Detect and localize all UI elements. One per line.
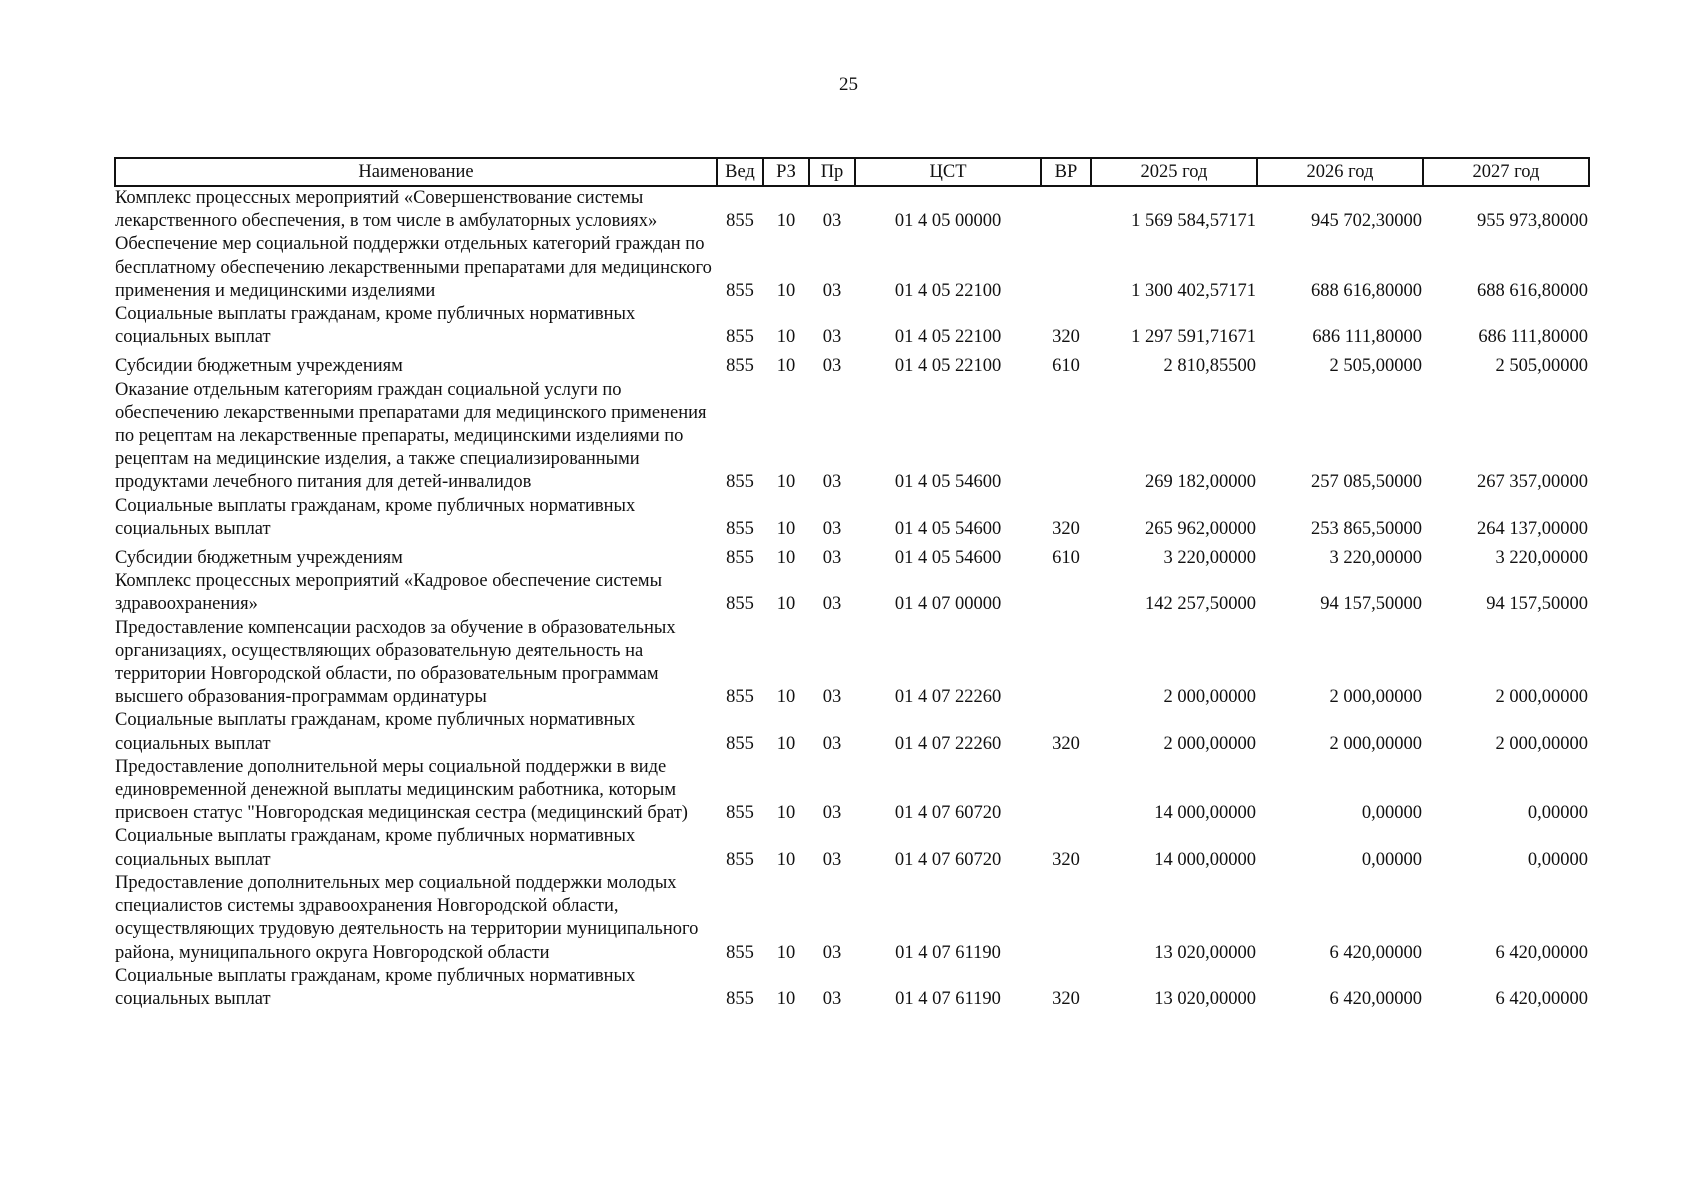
cell-rz: 10 [776,849,796,870]
cell-2026: 94 157,50000 [1320,594,1422,615]
table-row [115,756,1589,826]
cell-vr [1041,570,1091,616]
cell-2025: 2 810,85500 [1163,356,1256,377]
cell-ved: 855 [726,849,754,870]
cell-2027: 955 973,80000 [1477,211,1588,232]
cell-cst: 01 4 05 54600 [894,548,1002,569]
table-row [115,965,1589,1011]
cell-pr: 03 [822,548,842,569]
cell-2026: 2 505,00000 [1329,356,1422,377]
cell-2025: 14 000,00000 [1154,849,1256,870]
cell-2026: 0,00000 [1361,849,1422,870]
cell-name: Оказание отдельным категориям граждан социальной услуги по обеспечению лекарственными препаратами для медицинского применения по рецептам на лекарственные препараты, медицинскими изделиями по рецептам на медицинские изделия, а также специализированными продуктами лечебного питания для детей-инвалидов [115,379,707,493]
cell-pr: 03 [822,803,842,824]
cell-vr: 320 [1052,988,1080,1009]
cell-2027: 0,00000 [1527,803,1588,824]
cell-name: Комплекс процессных мероприятий «Совершенствование системы лекарственного обеспечения, в том числе в амбулаторных условиях» [115,188,658,232]
cell-ved: 855 [726,548,754,569]
cell-2026: 3 220,00000 [1329,548,1422,569]
cell-2026: 6 420,00000 [1329,988,1422,1009]
cell-2025: 2 000,00000 [1163,687,1256,708]
cell-pr: 03 [822,733,842,754]
cell-cst: 01 4 05 22100 [894,280,1002,301]
cell-2025: 13 020,00000 [1154,988,1256,1009]
cell-2027: 3 220,00000 [1495,548,1588,569]
cell-2025: 2 000,00000 [1163,733,1256,754]
cell-cst: 01 4 07 22260 [894,733,1002,754]
cell-2026: 257 085,50000 [1311,472,1422,493]
cell-vr: 320 [1052,849,1080,870]
cell-ved: 855 [726,211,754,232]
cell-rz: 10 [776,327,796,348]
header-2027: 2027 год [1423,158,1589,186]
table-row [115,709,1589,755]
header-name: Наименование [115,158,717,186]
cell-vr [1041,756,1091,826]
page-number: 25 [839,74,858,95]
cell-2027: 0,00000 [1527,849,1588,870]
cell-cst: 01 4 05 00000 [894,211,1002,232]
table-body [115,186,1589,1011]
header-ved: Вед [717,158,763,186]
cell-pr: 03 [822,988,842,1009]
cell-ved: 855 [726,356,754,377]
cell-2027: 94 157,50000 [1486,594,1588,615]
table-row [115,186,1589,233]
cell-rz: 10 [776,803,796,824]
cell-ved: 855 [726,472,754,493]
cell-cst: 01 4 07 22260 [894,687,1002,708]
cell-name: Предоставление компенсации расходов за обучение в образовательных организациях, осуществляющих образовательную деятельность на территории Новгородской области, по образовательным программам высшего образования-программам ординатуры [115,617,676,708]
cell-2027: 6 420,00000 [1495,988,1588,1009]
cell-pr: 03 [822,356,842,377]
cell-rz: 10 [776,280,796,301]
cell-2025: 13 020,00000 [1154,942,1256,963]
cell-rz: 10 [776,988,796,1009]
cell-cst: 01 4 07 00000 [894,594,1002,615]
cell-name: Социальные выплаты гражданам, кроме публичных нормативных социальных выплат [115,710,636,754]
cell-pr: 03 [822,211,842,232]
cell-cst: 01 4 07 60720 [894,849,1002,870]
cell-pr: 03 [822,687,842,708]
cell-2025: 14 000,00000 [1154,803,1256,824]
cell-rz: 10 [776,942,796,963]
cell-rz: 10 [776,733,796,754]
table-row [115,349,1589,378]
header-cst: ЦСТ [855,158,1041,186]
cell-2025: 269 182,00000 [1145,472,1256,493]
cell-name: Социальные выплаты гражданам, кроме публичных нормативных социальных выплат [115,495,636,539]
cell-2026: 686 111,80000 [1312,327,1422,348]
cell-vr [1041,233,1091,303]
cell-2027: 2 000,00000 [1495,687,1588,708]
cell-pr: 03 [822,280,842,301]
cell-cst: 01 4 07 60720 [894,803,1002,824]
cell-cst: 01 4 07 61190 [895,942,1001,963]
cell-2026: 6 420,00000 [1329,942,1422,963]
cell-2025: 142 257,50000 [1145,594,1256,615]
cell-pr: 03 [822,594,842,615]
header-2026: 2026 год [1257,158,1423,186]
cell-2026: 0,00000 [1361,803,1422,824]
cell-ved: 855 [726,988,754,1009]
cell-2027: 2 000,00000 [1495,733,1588,754]
cell-2026: 2 000,00000 [1329,733,1422,754]
cell-name: Предоставление дополнительной меры социальной поддержки в виде единовременной денежной выплаты медицинским работника, которым присвоен статус "Новгородская медицинская сестра (медицинский брат) [115,756,688,824]
cell-name: Социальные выплаты гражданам, кроме публичных нормативных социальных выплат [115,965,636,1009]
cell-rz: 10 [776,518,796,539]
cell-vr: 320 [1052,733,1080,754]
cell-2025: 1 569 584,57171 [1131,211,1256,232]
cell-vr [1041,186,1091,233]
cell-2027: 267 357,00000 [1477,472,1588,493]
cell-pr: 03 [822,942,842,963]
cell-pr: 03 [822,472,842,493]
cell-vr: 610 [1052,356,1080,377]
header-pr: Пр [809,158,855,186]
cell-ved: 855 [726,942,754,963]
cell-2026: 945 702,30000 [1311,211,1422,232]
cell-pr: 03 [822,849,842,870]
header-rz: РЗ [763,158,809,186]
cell-ved: 855 [726,327,754,348]
cell-2027: 2 505,00000 [1495,356,1588,377]
budget-table [114,157,1590,1011]
cell-pr: 03 [822,327,842,348]
header-2025: 2025 год [1091,158,1257,186]
cell-2025: 265 962,00000 [1145,518,1256,539]
table-row [115,872,1589,965]
cell-ved: 855 [726,803,754,824]
header-vr: ВР [1041,158,1091,186]
cell-vr: 320 [1052,518,1080,539]
cell-cst: 01 4 05 54600 [894,518,1002,539]
cell-name: Предоставление дополнительных мер социальной поддержки молодых специалистов системы здравоохранения Новгородской области, осуществляющих трудовую деятельность на территории муниципального района, муниципального округа Новгородской области [115,872,699,963]
cell-2025: 1 300 402,57171 [1131,280,1256,301]
cell-vr: 610 [1052,548,1080,569]
cell-vr [1041,872,1091,965]
cell-name: Комплекс процессных мероприятий «Кадровое обеспечение системы здравоохранения» [115,571,663,615]
cell-2026: 688 616,80000 [1311,280,1422,301]
cell-2027: 6 420,00000 [1495,942,1588,963]
table-row [115,617,1589,710]
cell-ved: 855 [726,518,754,539]
table-row [115,570,1589,616]
cell-ved: 855 [726,594,754,615]
cell-ved: 855 [726,733,754,754]
cell-vr: 320 [1052,327,1080,348]
table-row [115,825,1589,871]
cell-2025: 1 297 591,71671 [1131,327,1256,348]
cell-2027: 264 137,00000 [1477,518,1588,539]
cell-rz: 10 [776,472,796,493]
cell-name: Социальные выплаты гражданам, кроме публичных нормативных социальных выплат [115,304,636,348]
cell-rz: 10 [776,211,796,232]
cell-cst: 01 4 07 61190 [895,988,1001,1009]
table-row [115,495,1589,541]
cell-2026: 253 865,50000 [1311,518,1422,539]
table-row [115,541,1589,570]
cell-cst: 01 4 05 54600 [894,472,1002,493]
cell-rz: 10 [776,548,796,569]
cell-2026: 2 000,00000 [1329,687,1422,708]
table-row [115,303,1589,349]
cell-pr: 03 [822,518,842,539]
table-row [115,233,1589,303]
cell-vr [1041,379,1091,495]
cell-cst: 01 4 05 22100 [894,327,1002,348]
cell-name: Социальные выплаты гражданам, кроме публичных нормативных социальных выплат [115,826,636,870]
cell-name: Субсидии бюджетным учреждениям [115,356,403,377]
cell-2027: 686 111,80000 [1478,327,1588,348]
cell-ved: 855 [726,687,754,708]
cell-name: Обеспечение мер социальной поддержки отдельных категорий граждан по бесплатному обеспечению лекарственными препаратами для медицинского применения и медицинскими изделиями [115,234,712,301]
cell-vr [1041,617,1091,710]
cell-ved: 855 [726,280,754,301]
cell-rz: 10 [776,356,796,377]
cell-rz: 10 [776,594,796,615]
table-header-row [115,158,1589,186]
cell-2027: 688 616,80000 [1477,280,1588,301]
cell-2025: 3 220,00000 [1163,548,1256,569]
cell-name: Субсидии бюджетным учреждениям [115,548,403,569]
cell-cst: 01 4 05 22100 [894,356,1002,377]
cell-rz: 10 [776,687,796,708]
table-row [115,379,1589,495]
